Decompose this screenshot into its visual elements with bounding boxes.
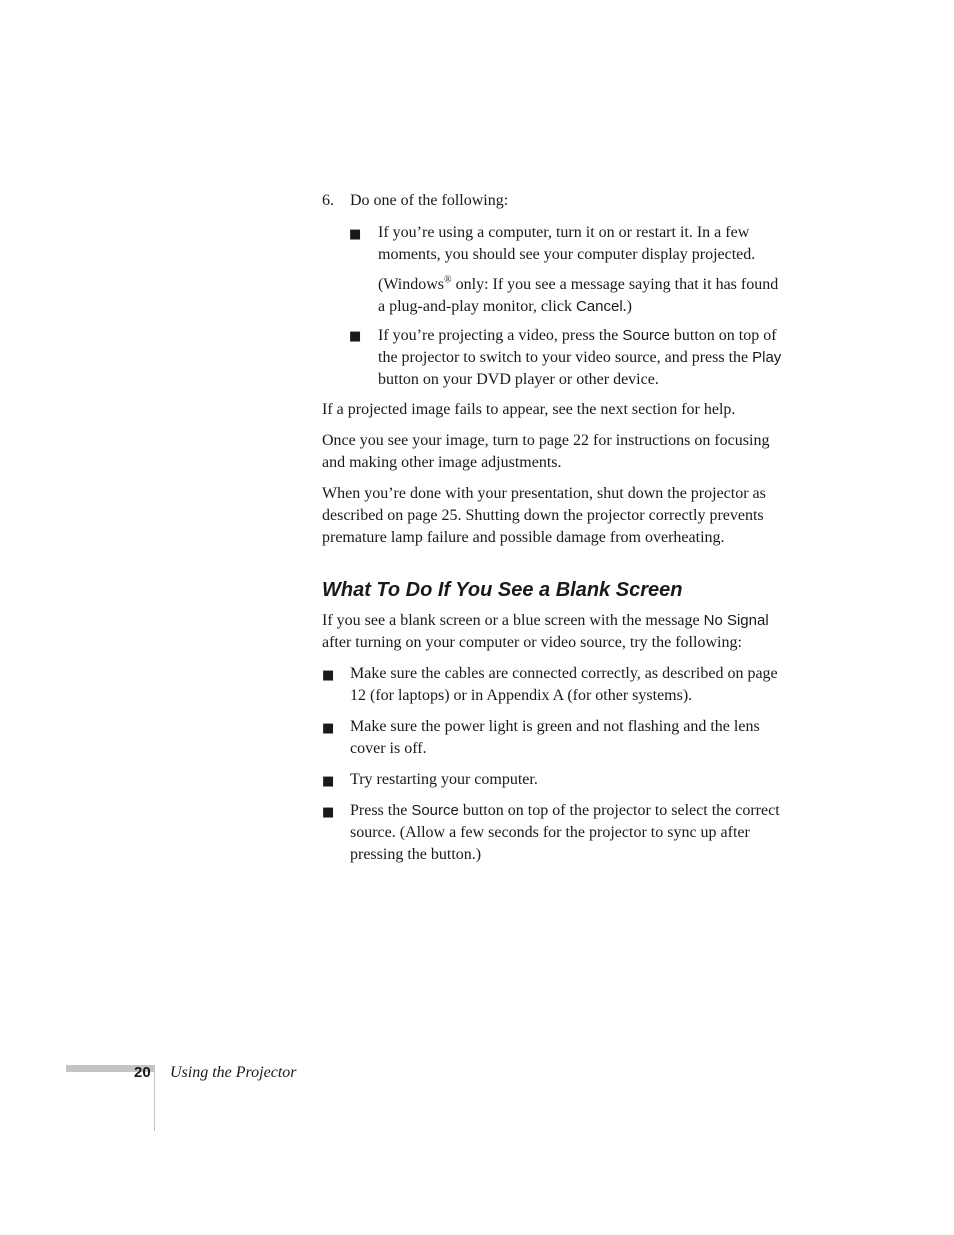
footer-rule xyxy=(154,1065,155,1131)
step-number: 6. xyxy=(322,192,334,209)
bullet-icon: ■ xyxy=(349,227,362,242)
bullet-icon: ■ xyxy=(322,774,335,789)
bullet-icon: ■ xyxy=(322,805,335,820)
section-intro: If you see a blank screen or a blue screen with the message No Signal after turning on your computer or video source, try the following: xyxy=(322,612,769,651)
registered-mark: ® xyxy=(444,274,452,286)
cancel-button-label: Cancel xyxy=(575,298,623,315)
list-item: Press the Source button on top of the projector to select the correct source. (Allow a few seconds for the projector to sync up after pressing the button.) xyxy=(350,802,780,863)
source-button-label: Source xyxy=(622,327,670,344)
source-button-label: Source xyxy=(411,802,459,819)
page-number: 20 xyxy=(134,1064,151,1081)
running-footer-title: Using the Projector xyxy=(170,1064,297,1081)
no-signal-message: No Signal xyxy=(703,612,769,629)
list-item: Try restarting your computer. xyxy=(350,771,538,788)
step-6 xyxy=(322,190,508,212)
play-button-label: Play xyxy=(752,349,782,366)
step-bullet-video: If you’re projecting a video, press the Source button on top of the projector to switch to your video source, and press the Play button on your DVD player or other device. xyxy=(378,327,782,388)
list-item: Make sure the power light is green and not flashing and the lens cover is off. xyxy=(350,718,760,757)
bullet-icon: ■ xyxy=(322,721,335,736)
step-text: Do one of the following: xyxy=(350,192,509,209)
windows-note: (Windows® only: If you see a message saying that it has found a plug-and-play monitor, click Cancel.) xyxy=(378,274,779,315)
section-heading: What To Do If You See a Blank Screen xyxy=(322,579,683,601)
bullet-icon: ■ xyxy=(322,668,335,683)
step-bullet-computer: If you’re using a computer, turn it on or restart it. In a few moments, you should see your computer display projected. xyxy=(378,224,756,263)
paragraph-shutdown: When you’re done with your presentation, shut down the projector as described on page 25. Shutting down the projector correctly prevents premature lamp failure and possible damage from overheating. xyxy=(322,485,766,546)
list-item: Make sure the cables are connected correctly, as described on page 12 (for laptops) or in Appendix A (for other systems). xyxy=(350,665,778,704)
bullet-icon: ■ xyxy=(349,329,362,344)
paragraph-help: If a projected image fails to appear, see the next section for help. xyxy=(322,401,736,418)
paragraph-focus: Once you see your image, turn to page 22 for instructions on focusing and making other image adjustments. xyxy=(322,432,770,471)
